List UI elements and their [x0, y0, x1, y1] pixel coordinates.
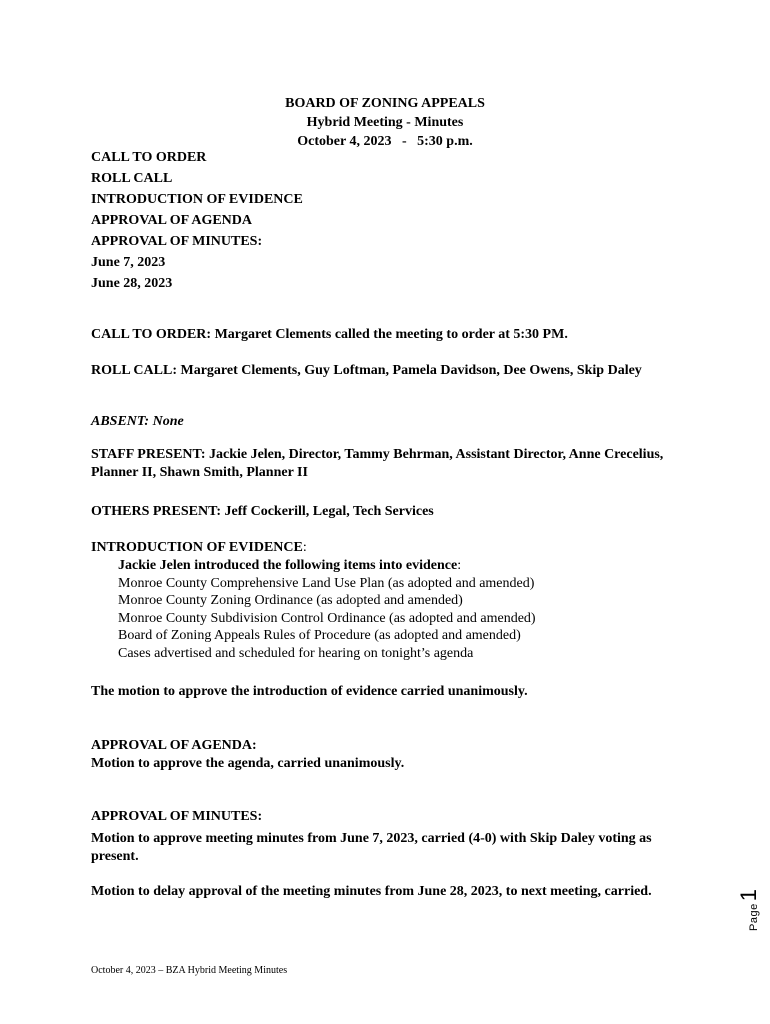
meeting-date: October 4, 2023 - 5:30 p.m.: [297, 134, 473, 149]
evidence-item: Monroe County Subdivision Control Ordinance (as adopted and amended): [118, 610, 536, 626]
agenda-item: CALL TO ORDER: [91, 150, 207, 165]
approval-of-minutes-heading: APPROVAL OF MINUTES:: [91, 809, 263, 824]
evidence-item: Board of Zoning Appeals Rules of Procedure (as adopted and amended): [118, 628, 521, 643]
page-number: 1: [736, 889, 761, 902]
roll-call-paragraph: [91, 362, 680, 380]
evidence-list: [118, 557, 680, 662]
introduction-of-evidence-section: [91, 539, 680, 662]
absent-paragraph: ABSENT: None: [91, 414, 184, 429]
page-footer: October 4, 2023 – BZA Hybrid Meeting Minutes: [91, 965, 288, 976]
evidence-motion-paragraph: The motion to approve the introduction of evidence carried unanimously.: [91, 684, 528, 699]
board-title: BOARD OF ZONING APPEALS: [285, 96, 485, 111]
staff-present-paragraph: STAFF PRESENT: Jackie Jelen, Director, Tammy Behrman, Assistant Director, Anne Crecelius, Planner II, Shawn Smith, Planner II: [91, 447, 664, 480]
evidence-item: Cases advertised and scheduled for hearing on tonight’s agenda: [118, 645, 474, 661]
call-to-order-paragraph: CALL TO ORDER: Margaret Clements called the meeting to order at 5:30 PM.: [91, 327, 568, 342]
agenda-item: June 28, 2023: [91, 276, 173, 291]
approval-agenda-heading: APPROVAL OF AGENDA:: [91, 738, 257, 753]
others-present-paragraph: OTHERS PRESENT: Jeff Cockerill, Legal, Tech Services: [91, 504, 434, 519]
minutes-motion-june-7: Motion to approve meeting minutes from June 7, 2023, carried (4-0) with Skip Daley voting as present.: [91, 831, 652, 864]
evidence-heading: INTRODUCTION OF EVIDENCE:: [91, 540, 307, 555]
agenda-item: June 7, 2023: [91, 255, 166, 270]
approval-agenda-motion: Motion to approve the agenda, carried unanimously.: [91, 756, 405, 771]
meeting-subtitle: Hybrid Meeting - Minutes: [306, 115, 464, 130]
agenda-item: APPROVAL OF MINUTES:: [91, 234, 263, 249]
evidence-intro: Jackie Jelen introduced the following items into evidence:: [118, 558, 462, 573]
document-header: [0, 94, 770, 151]
roll-call-label: ROLL CALL: [91, 363, 173, 378]
page-label: Page: [748, 903, 760, 931]
roll-call-names: : Margaret Clements, Guy Loftman, Pamela Davidson, Dee Owens, Skip Daley: [172, 363, 642, 378]
evidence-item: Monroe County Comprehensive Land Use Plan (as adopted and amended): [118, 575, 535, 591]
evidence-item: Monroe County Zoning Ordinance (as adopted and amended): [118, 593, 463, 608]
agenda-list: [91, 147, 303, 294]
agenda-item: INTRODUCTION OF EVIDENCE: [91, 192, 303, 207]
agenda-item: ROLL CALL: [91, 171, 173, 186]
approval-of-agenda-section: [91, 737, 680, 773]
agenda-item: APPROVAL OF AGENDA: [91, 213, 253, 228]
page-number-marker: [700, 880, 760, 940]
minutes-motion-june-28: Motion to delay approval of the meeting minutes from June 28, 2023, to next meeting, carried.: [91, 884, 652, 899]
